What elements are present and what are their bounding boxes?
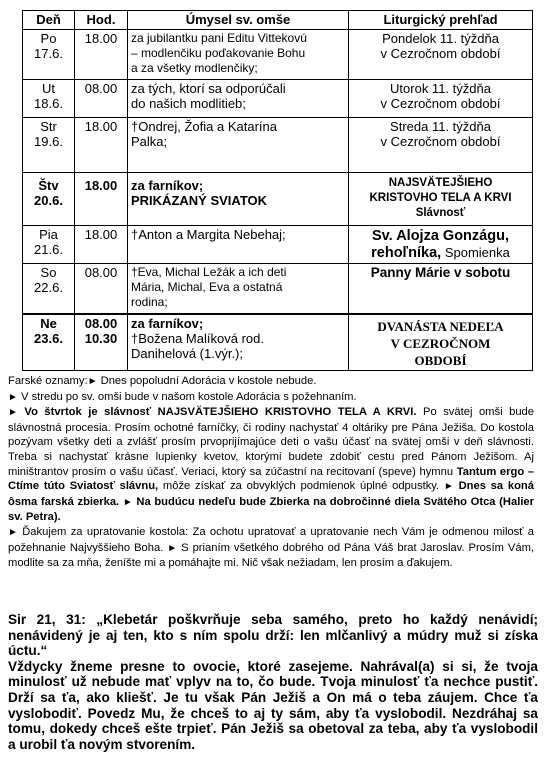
intent-line: – modlenčiku poďakovanie Bohu	[131, 46, 306, 60]
intent-line: Palka;	[131, 134, 168, 149]
scripture-quote: Sir 21, 31: „Klebetár poškvrňuje seba samého, preto ho každý nenávidí; nenávidený je aj ten, kto s ním spolu drží: len mlčanlivý a múdry muž si získa úctu.“	[8, 612, 538, 659]
liturgy-line: v Cezročnom období	[380, 46, 501, 61]
notice-paragraph	[8, 405, 534, 525]
intent-line: do našich modlitieb;	[131, 96, 246, 111]
day-name: Ne	[40, 315, 57, 331]
row-day	[23, 226, 75, 264]
table-row	[23, 226, 533, 264]
notice-text: V stredu po sv. omši bude v našom kostole Adorácia s požehnaním.	[17, 390, 357, 403]
intent-line: Mária, Michal, Eva a ostatná	[131, 280, 283, 294]
row-liturgy	[349, 118, 533, 173]
row-day	[23, 173, 75, 226]
day-date: 20.6.	[34, 193, 63, 208]
intent-line: a za všetky modlenčiky;	[131, 61, 258, 75]
mass-time: 18.00	[84, 31, 118, 46]
liturgy-line: rehoľníka,	[371, 245, 442, 261]
bullet-arrow-icon: ►	[122, 496, 133, 508]
intent-line: †Božena Malíková rod.	[131, 330, 264, 346]
row-liturgy	[349, 173, 533, 226]
day-name: Pia	[39, 227, 58, 242]
row-hour	[75, 264, 128, 314]
notice-text: S prianím všetkého dobrého od Pána Váš brat Jaroslav. Prosím Vám, modlite sa za mňa, ženíšte mi a pomáhajte mi. Nič však nežiadam, len prosím a ďakujem.	[8, 541, 534, 570]
row-hour	[75, 118, 128, 173]
row-hour	[75, 314, 128, 371]
row-intent	[128, 173, 349, 226]
row-intent	[128, 264, 349, 314]
row-day	[23, 30, 75, 80]
liturgy-line: DVANÁSTA NEDEĽA	[377, 318, 504, 334]
liturgy-line: Pondelok 11. týždňa	[382, 31, 499, 46]
bullet-arrow-icon: ►	[87, 376, 98, 387]
bullet-arrow-icon: ►	[8, 526, 18, 538]
mass-time: 08.00	[84, 81, 118, 96]
row-liturgy	[349, 226, 533, 264]
table-header-row	[23, 11, 533, 30]
mass-time: 08.00	[84, 265, 118, 280]
mass-time: 18.00	[84, 227, 118, 242]
notice-text: môže získať za obvyklých podmienok úplné odpustky.	[158, 480, 444, 493]
row-day	[23, 264, 75, 314]
liturgy-line: v Cezročnom období	[380, 134, 501, 149]
intent-line: za tých, ktorí sa odporúčali	[131, 81, 286, 96]
day-name: Štv	[38, 178, 59, 193]
row-intent	[128, 80, 349, 118]
liturgy-line: Sv. Alojza Gonzágu,	[372, 228, 509, 244]
notice-bold: Na budúcu nedeľu bude Zbierka na dobročinné diela Svätého Otca (Halier sv. Petra).	[8, 495, 534, 524]
bullet-arrow-icon: ►	[167, 542, 178, 554]
header-intent: Úmysel sv. omše	[128, 11, 349, 30]
notice-text: Dnes popoludní Adorácia v kostole nebude.	[97, 375, 317, 387]
day-date: 21.6.	[34, 242, 63, 257]
liturgy-line: KRISTOVHO TELA A KRVI	[369, 192, 512, 204]
intent-line: †Anton a Margita Nebehaj;	[131, 227, 286, 242]
notice-text: Ďakujem za upratovanie kostola: Za ochotu upratovať a upratovanie nech Vám je odmenou milosť a požehnanie Najvyššieho Boha.	[8, 525, 534, 554]
bullet-arrow-icon: ►	[8, 407, 18, 419]
intent-line: †Eva, Michal Ležák a ich deti	[131, 265, 287, 279]
mass-time: 10.30	[84, 330, 118, 346]
row-hour	[75, 226, 128, 264]
row-intent	[128, 118, 349, 173]
liturgy-line: Streda 11. týždňa	[390, 119, 491, 134]
mass-time: 18.00	[84, 178, 118, 193]
row-intent	[128, 226, 349, 264]
intent-line: †Ondrej, Žofia a Katarína	[131, 119, 277, 134]
row-intent	[128, 314, 349, 371]
header-hour: Hod.	[75, 11, 128, 30]
day-date: 23.6.	[34, 330, 63, 346]
row-day	[23, 80, 75, 118]
notice-paragraph	[8, 525, 534, 571]
mass-schedule-table	[22, 10, 533, 371]
row-intent	[128, 30, 349, 80]
row-day	[23, 118, 75, 173]
mass-time: 18.00	[84, 119, 118, 134]
notice-paragraph	[8, 374, 534, 390]
notice-bold: Dnes sa koná ôsma farská zbierka.	[8, 480, 534, 508]
notices-lead: Farské oznamy:	[8, 375, 88, 387]
row-hour	[75, 173, 128, 226]
table-row	[23, 118, 533, 173]
day-name: Str	[40, 119, 57, 134]
liturgy-rank: Spomienka	[444, 245, 510, 260]
day-name: Po	[40, 31, 57, 46]
parish-notices	[8, 374, 534, 571]
day-name: So	[40, 265, 57, 280]
notice-text: Po svätej omši bude slávnostná procesia. Prosím ochotné farníčky, či rodiny nachystať 4 oltáriky pre Pána Ježiša. Do kostola pozývam všetky deti a zvlášť prosím prvoprijímajúce deti o vašu účasť na svätej omši v deň slávnosti. Treba si nachystať krásne lupienky kvetov, ktorými budete zdobiť cestu pred Pánom Ježišom. Aj miništrantov prosím o vašu účasť. Veriaci, ktorý sa zúčastní na recitovaní (speve) hymnu	[8, 406, 534, 478]
intent-line: rodina;	[131, 295, 168, 309]
reflection-block	[8, 612, 538, 752]
liturgy-line: V CEZROČNOM	[390, 335, 491, 351]
liturgy-line: NAJSVÄTEJŠIEHO	[388, 177, 493, 189]
liturgy-line: v Cezročnom období	[380, 96, 501, 111]
row-day	[23, 314, 75, 371]
row-liturgy	[349, 264, 533, 314]
row-liturgy	[349, 80, 533, 118]
bullet-arrow-icon: ►	[443, 481, 454, 493]
row-hour	[75, 80, 128, 118]
liturgy-line: Panny Márie v sobotu	[370, 265, 511, 280]
row-liturgy	[349, 30, 533, 80]
reflection-text: Vždycky žneme presne to ovocie, ktoré zasejeme. Nahrával(a) si si, že tvoja minulosť už nebude mať vplyv na to, čo bude. Tvoja minulosť ťa nechce pustiť. Drží sa ťa, ako kliešť. Je tu však Pán Ježiš a On má o teba záujem. Chce ťa vyslobodiť. Povedz Mu, že chceš to aj ty sám, aby ťa vyslobodil. Nezdráhaj sa tomu, dokedy chceš ešte trpieť. Pán Ježiš sa obetoval za teba, aby ťa vyslobodil a urobil ťa novým stvorením.	[8, 658, 538, 752]
intent-line: za farníkov;	[131, 178, 204, 193]
header-day: Deň	[23, 11, 75, 30]
intent-line: za jubilantku pani Editu Vittekovú	[131, 31, 307, 45]
day-date: 22.6.	[34, 280, 63, 295]
row-liturgy	[349, 314, 533, 371]
liturgy-line: Utorok 11. týždňa	[390, 81, 491, 96]
notice-paragraph	[8, 390, 534, 406]
day-name: Ut	[42, 81, 55, 96]
table-row	[23, 80, 533, 118]
table-row	[23, 314, 533, 371]
header-liturgy: Liturgický prehľad	[349, 11, 533, 30]
notice-bold: Tantum ergo – Ctíme túto Sviatosť slávnu,	[8, 465, 535, 493]
intent-line: za farníkov;	[131, 315, 204, 331]
day-date: 19.6.	[34, 134, 63, 149]
day-date: 18.6.	[34, 96, 63, 111]
table-row	[23, 264, 533, 314]
table-row	[23, 173, 533, 226]
bullet-arrow-icon: ►	[8, 391, 18, 403]
mass-time: 08.00	[84, 315, 118, 331]
intent-line: Danihelová (1.výr.);	[131, 345, 243, 361]
table-row	[23, 30, 533, 80]
notice-bold: Vo štvrtok je slávnosť NAJSVÄTEJŠIEHO KRISTOVHO TELA A KRVI.	[17, 406, 417, 419]
day-date: 17.6.	[34, 46, 63, 61]
row-hour	[75, 30, 128, 80]
feast-label: PRIKÁZANÝ SVIATOK	[131, 193, 268, 208]
liturgy-line: OBDOBÍ	[414, 352, 467, 368]
liturgy-line: Slávnosť	[415, 207, 466, 219]
